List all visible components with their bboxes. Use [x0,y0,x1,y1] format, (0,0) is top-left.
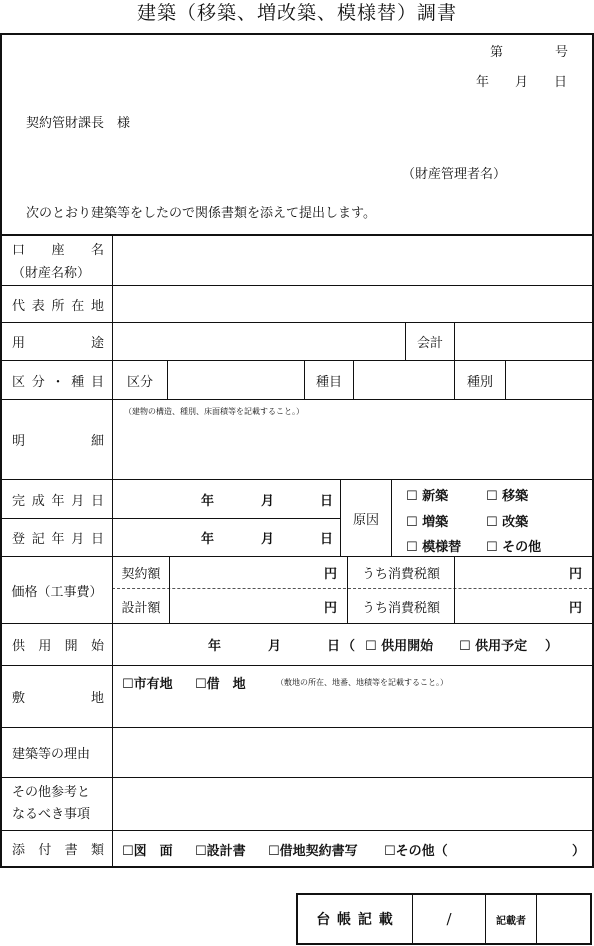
label-char: 記 [31,532,45,547]
contract-tax-label: うち消費税額 [361,567,440,582]
label-char: 代 [12,298,26,314]
survey-form [0,33,594,868]
label-char: 類 [90,843,104,858]
label-char: 分 [31,374,45,390]
service-start-label [2,624,112,665]
kubun-field[interactable] [168,361,304,399]
label-char: 区 [12,374,26,390]
shumoku-field[interactable] [354,361,454,399]
label-char: 名 [90,243,104,258]
price-label: 価格（工事費） [11,584,103,600]
label-char: 明 [12,434,26,449]
contract-tax-field[interactable]: 円 [568,567,582,582]
other-label-line2: なるべき事項 [12,807,91,822]
reason-field[interactable] [113,728,592,777]
label-char: 座 [51,243,65,258]
label-char: 月 [71,532,85,547]
lease-contract-copy-checkbox[interactable]: ☐借地契約書写 [268,844,358,859]
contract-amount-label: 契約額 [121,567,161,582]
design-amount-label: 設計額 [121,600,161,616]
day-unit: 日 [327,639,341,654]
label-char: 日 [90,532,104,547]
site-field[interactable] [113,695,592,727]
service-start-field[interactable] [113,624,592,665]
label-char: 口 [12,243,26,258]
account-name-label [2,235,112,285]
label-char: 成 [31,493,45,509]
label-char: 供 [12,639,26,654]
service-start-checkbox[interactable]: ☐ 供用開始 [365,639,434,654]
design-tax-field[interactable]: 円 [568,600,582,616]
label-char: 年 [51,532,65,547]
label-char: 途 [90,336,104,351]
drawing-checkbox[interactable]: ☐図 面 [122,844,173,859]
year-unit: 年 [201,532,215,547]
account-label: 会計 [416,336,443,351]
label-char: 用 [38,639,52,654]
ledger-label: 台 帳 記 載 [316,912,394,928]
label-char: 始 [90,639,104,654]
design-amount-field[interactable]: 円 [323,600,337,616]
usage-field[interactable] [113,323,405,360]
site-note: （敷地の所在、地番、地積等を記載すること。） [276,678,448,687]
addressee: 契約管財課長 様 [26,116,131,131]
service-planned-checkbox[interactable]: ☐ 供用予定 [459,639,528,654]
usage-label [2,323,112,360]
cause-label: 原因 [352,512,379,528]
cause-extension-checkbox[interactable]: ☐ 増築 [406,515,449,530]
recorder-label: 記載者 [496,915,526,927]
label-char: 表 [31,298,45,314]
details-field[interactable] [113,421,592,479]
label-char: ・ [51,374,65,390]
completion-date-field[interactable] [113,480,340,518]
label-char: 敷 [12,691,26,706]
registration-date-label [2,519,112,556]
label-char: 在 [71,298,85,314]
month-unit: 月 [261,532,275,547]
shubetsu-field[interactable] [506,361,592,399]
registration-date-field[interactable] [113,519,340,556]
recorder-field[interactable] [537,895,590,943]
ledger-box [296,893,592,945]
label-char: 用 [12,336,26,351]
shubetsu-label: 種別 [466,374,493,390]
details-label [2,400,112,479]
label-char: 完 [12,493,26,509]
account-name-field[interactable] [113,235,592,285]
label-char: 地 [90,298,104,314]
year-unit: 年 [201,493,215,509]
label-char: 所 [51,298,65,314]
intro-text: 次のとおり建築等をしたので関係書類を添えて提出します。 [26,206,376,221]
attachments-label [2,831,112,866]
manager-label: （財産管理者名） [402,167,507,182]
label-char: 日 [90,493,104,509]
account-field[interactable] [455,323,592,360]
label-char: 添 [12,843,26,858]
cause-remodel-checkbox[interactable]: ☐ 模様替 [406,540,462,555]
other-label [2,778,112,830]
address-label [2,286,112,322]
label-char: 種 [71,374,85,390]
label-char: 目 [90,374,104,390]
cause-new-checkbox[interactable]: ☐ 新築 [406,489,449,504]
cause-relocation-checkbox[interactable]: ☐ 移築 [486,489,529,504]
property-name-label: （財産名称） [12,266,91,281]
label-char: 地 [90,691,104,706]
category-label [2,361,112,399]
completion-date-label [2,480,112,518]
details-note: （建物の構造、種別、床面積等を記載すること。） [124,407,304,416]
label-char: 細 [90,434,104,449]
leased-land-checkbox[interactable]: ☐借 地 [195,677,246,692]
label-char: 年 [51,493,65,509]
date-label: 年 月 日 [476,75,568,90]
open-paren: （ [342,639,356,654]
account-name-title [12,239,104,258]
month-unit: 月 [261,493,275,509]
design-tax-label: うち消費税額 [361,600,440,616]
ledger-slash: / [446,910,452,928]
contract-amount-field[interactable]: 円 [323,567,337,582]
month-unit: 月 [268,639,282,654]
day-unit: 日 [320,493,334,509]
cause-other-checkbox[interactable]: ☐ その他 [486,540,542,555]
label-char: 月 [71,493,85,509]
document-title: 建築（移築、増改築、模様替）調書 [136,2,457,24]
kubun-label: 区分 [126,374,153,390]
reason-label: 建築等の理由 [12,747,91,762]
label-char: 付 [38,843,52,858]
other-label-line1: その他参考と [12,785,91,800]
label-char: 書 [64,843,78,858]
close-paren: ） [545,639,559,654]
design-doc-checkbox[interactable]: ☐設計書 [195,844,246,859]
day-unit: 日 [320,532,334,547]
attachment-other-checkbox[interactable]: ☐その他（ [384,844,448,859]
form-header [2,35,592,235]
shumoku-label: 種目 [315,374,342,390]
divider [391,479,392,556]
cause-renovation-checkbox[interactable]: ☐ 改築 [486,515,529,530]
label-char: 開 [64,639,78,654]
city-land-checkbox[interactable]: ☐市有地 [122,677,173,692]
attachment-close-paren: ） [572,844,586,859]
site-label [2,666,112,727]
other-field[interactable] [113,778,592,830]
label-char: 登 [12,532,26,547]
address-field[interactable] [113,286,592,322]
number-label: 第 号 [490,45,569,60]
year-unit: 年 [208,639,222,654]
